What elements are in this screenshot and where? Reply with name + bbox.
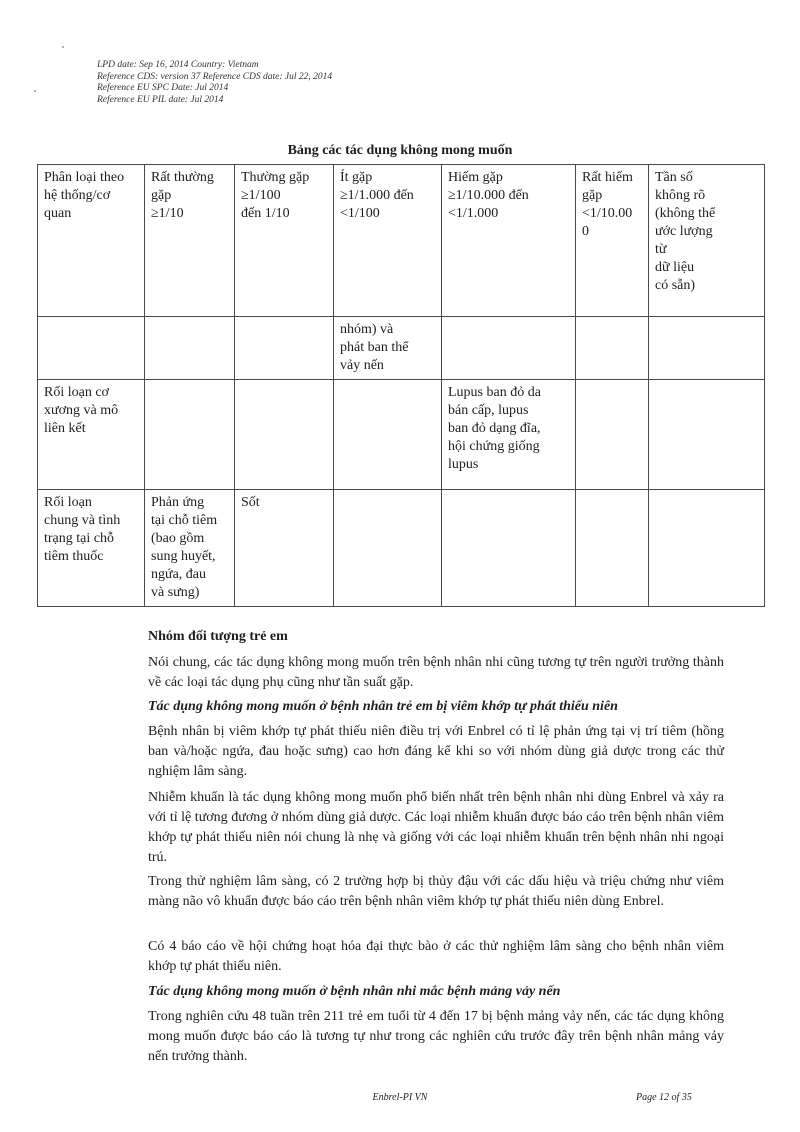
table-cell <box>576 380 649 490</box>
cell-text-line: lupus <box>448 457 479 472</box>
cell-text-line: Lupus ban đỏ da <box>448 385 541 400</box>
table-cell <box>38 317 145 380</box>
footer-page-number: Page 12 of 35 <box>636 1092 692 1103</box>
cell-text-line: 0 <box>582 224 589 239</box>
table-cell <box>235 380 334 490</box>
cell-text-line: <1/10.00 <box>582 206 633 221</box>
paragraph-jia-mas: Có 4 báo cáo về hội chứng hoạt hóa đại thực bào ở các thử nghiệm lâm sàng cho bệnh nhân viêm khớp tự phát thiếu niên. <box>148 939 724 974</box>
table-cell <box>576 317 649 380</box>
paragraph-jia-injection: Bệnh nhân bị viêm khớp tự phát thiếu niên điều trị với Enbrel có tỉ lệ phản ứng tại vị trí tiêm (hồng ban và/hoặc ngứa, đau hoặc sưng) cao hơn đáng kể khi so với nhóm dùng giả dược trong các thử nghiệm lâm sàng. <box>148 724 724 779</box>
header-line: Reference EU PIL date: Jul 2014 <box>97 94 224 105</box>
cell-text-line: có sẵn) <box>655 278 696 293</box>
cell-text-line: Rất hiếm <box>582 170 633 185</box>
cell-text-line: phát ban thể <box>340 340 409 355</box>
cell-text-line: và sưng) <box>151 585 200 600</box>
cell-text-line: ban đỏ dạng đĩa, <box>448 421 541 436</box>
cell-text-line: Thường gặp <box>241 170 310 185</box>
subheading-psoriasis: Tác dụng không mong muốn ở bệnh nhân nhi mắc bệnh mảng vảy nến <box>148 984 561 999</box>
table-cell <box>145 317 235 380</box>
cell-text-line: xương và mô <box>44 403 119 418</box>
cell-text-line: tiêm thuốc <box>44 549 104 564</box>
cell-text-line: Tần số <box>655 170 693 185</box>
cell-text-line: ngứa, đau <box>151 567 207 582</box>
cell-text-line: ≥1/1.000 đến <box>340 188 414 203</box>
cell-text-line: không rõ <box>655 188 706 203</box>
paragraph-jia-varicella: Trong thử nghiệm lâm sàng, có 2 trường hợp bị thủy đậu với các dấu hiệu và triệu chứng như viêm màng não vô khuẩn được báo cáo trên bệnh nhân viêm khớp tự phát thiếu niên dùng Enbrel. <box>148 874 724 909</box>
cell-text-line: Rối loạn <box>44 495 92 510</box>
paragraph-intro: Nói chung, các tác dụng không mong muốn trên bệnh nhân nhi cũng tương tự trên người trưởng thành về các loại tác dụng phụ cũng như tần suất gặp. <box>148 655 724 690</box>
cell-text-line: <1/1.000 <box>448 206 499 221</box>
table-header-cell <box>576 165 649 317</box>
cell-text-line: tại chỗ tiêm <box>151 513 218 528</box>
table-cell <box>38 380 145 490</box>
section-heading: Nhóm đối tượng trẻ em <box>148 629 288 644</box>
cell-text-line: bán cấp, lupus <box>448 403 529 418</box>
paragraph-psoriasis: Trong nghiên cứu 48 tuần trên 211 trẻ em tuổi từ 4 đến 17 bị bệnh mảng vảy nến, các tác dụng không mong muốn được báo cáo là tương tự như trong các nghiên cứu trước đây trên bệnh nhân mảng vảy nến trưởng thành. <box>148 1009 724 1064</box>
cell-text-line: Phản ứng <box>151 495 205 510</box>
cell-text-line: hệ thống/cơ <box>44 188 111 203</box>
table-cell <box>442 380 576 490</box>
footer-doc-id: Enbrel-PI VN <box>372 1092 428 1103</box>
cell-text-line: (không thể <box>655 206 716 221</box>
cell-text-line: <1/100 <box>340 206 380 221</box>
cell-text-line: sung huyết, <box>151 549 216 564</box>
table-header-cell <box>145 165 235 317</box>
header-line: Reference EU SPC Date: Jul 2014 <box>97 83 229 93</box>
cell-text-line: ước lượng <box>655 224 713 239</box>
cell-text-line: ≥1/10.000 đến <box>448 188 529 203</box>
cell-text-line: gặp <box>582 188 603 203</box>
table-cell <box>38 490 145 607</box>
cell-text-line: Rất thường <box>151 170 214 185</box>
table-cell <box>334 380 442 490</box>
cell-text-line: liên kết <box>44 421 86 436</box>
cell-text-line: nhóm) và <box>340 322 394 337</box>
table-cell <box>235 490 334 607</box>
paragraph-jia-infection: Nhiễm khuẩn là tác dụng không mong muốn phổ biến nhất trên bệnh nhân nhi dùng Enbrel và xảy ra với tỉ lệ tương đương ở nhóm dùng giả dược. Các loại nhiễm khuẩn được báo cáo trên bệnh nhân viêm khớp tự phát thiếu niên nói chung là nhẹ và giống với các loại nhiễm khuẩn trên bệnh nhân nhi ngoại trú. <box>148 790 724 865</box>
cell-text-line: ≥1/100 <box>241 188 281 203</box>
cell-text-line: gặp <box>151 188 172 203</box>
adverse-effects-table <box>37 164 765 607</box>
table-cell <box>145 380 235 490</box>
cell-text-line: vảy nến <box>340 358 384 373</box>
table-cell <box>145 490 235 607</box>
cell-text-line: (bao gồm <box>151 531 205 546</box>
cell-text-line: đến 1/10 <box>241 206 290 221</box>
table-header-cell <box>38 165 145 317</box>
table-title: Bảng các tác dụng không mong muốn <box>287 143 513 158</box>
cell-text-line: Sốt <box>241 495 260 510</box>
table-cell <box>649 317 765 380</box>
table-cell <box>334 490 442 607</box>
header-line: LPD date: Sep 16, 2014 Country: Vietnam <box>97 60 259 70</box>
cell-text-line: Ít gặp <box>340 170 373 185</box>
table-cell <box>442 490 576 607</box>
cell-text-line: dữ liệu <box>655 260 695 275</box>
cell-text-line: từ <box>655 242 667 257</box>
cell-text-line: ≥1/10 <box>151 206 184 221</box>
table-header-cell <box>649 165 765 317</box>
table-row <box>38 490 765 607</box>
cell-text-line: quan <box>44 206 72 221</box>
table-header-cell <box>235 165 334 317</box>
cell-text-line: hội chứng giống <box>448 439 540 454</box>
table-cell <box>649 490 765 607</box>
scan-speck <box>62 46 64 48</box>
cell-text-line: chung và tình <box>44 513 121 528</box>
table-cell <box>235 317 334 380</box>
table-row <box>38 380 765 490</box>
header-line: Reference CDS: version 37 Reference CDS date: Jul 22, 2014 <box>97 71 333 82</box>
table-header-cell <box>334 165 442 317</box>
table-cell <box>442 317 576 380</box>
table-header-row <box>38 165 765 317</box>
subheading-jia: Tác dụng không mong muốn ở bệnh nhân trẻ em bị viêm khớp tự phát thiếu niên <box>148 699 618 714</box>
cell-text-line: Phân loại theo <box>44 170 125 185</box>
cell-text-line: Rối loạn cơ <box>44 385 109 400</box>
table-row <box>38 317 765 380</box>
document-header <box>97 60 517 106</box>
cell-text-line: trạng tại chỗ <box>44 531 114 546</box>
table-cell <box>334 317 442 380</box>
scan-speck <box>34 90 36 92</box>
table-header-cell <box>442 165 576 317</box>
table-cell <box>576 490 649 607</box>
table-cell <box>649 380 765 490</box>
cell-text-line: Hiếm gặp <box>448 170 503 185</box>
